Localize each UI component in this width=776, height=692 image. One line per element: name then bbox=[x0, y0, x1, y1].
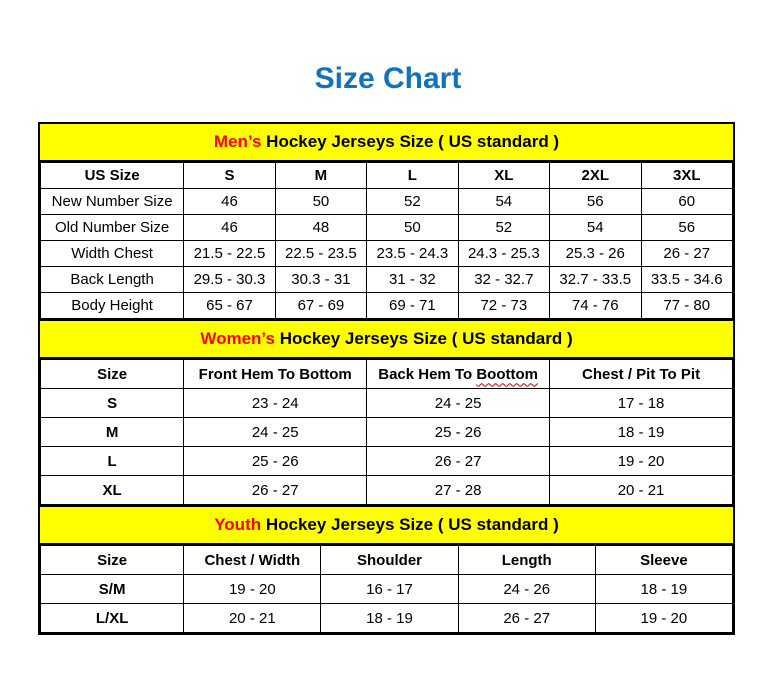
column-header: Shoulder bbox=[321, 546, 458, 575]
mens-table-banner bbox=[40, 124, 733, 162]
banner-title-text: Hockey Jerseys Size ( US standard ) bbox=[261, 132, 560, 151]
value-cell: 32.7 - 33.5 bbox=[550, 267, 641, 293]
value-cell: 30.3 - 31 bbox=[275, 267, 366, 293]
table-row bbox=[41, 575, 733, 604]
value-cell: 19 - 20 bbox=[184, 575, 321, 604]
value-cell: 48 bbox=[275, 215, 366, 241]
value-cell: 46 bbox=[184, 189, 275, 215]
value-cell: 60 bbox=[641, 189, 733, 215]
banner-title-text: Hockey Jerseys Size ( US standard ) bbox=[261, 515, 559, 534]
value-cell: 17 - 18 bbox=[550, 389, 733, 418]
value-cell: 67 - 69 bbox=[275, 293, 366, 319]
value-cell: 32 - 32.7 bbox=[458, 267, 549, 293]
table-row bbox=[41, 447, 733, 476]
value-cell: 50 bbox=[367, 215, 458, 241]
row-label-cell: Back Length bbox=[41, 267, 184, 293]
value-cell: 65 - 67 bbox=[184, 293, 275, 319]
value-cell: 24 - 25 bbox=[367, 389, 550, 418]
row-label-cell: S/M bbox=[41, 575, 184, 604]
table-row bbox=[41, 241, 733, 267]
banner-highlight-text: Women’s bbox=[200, 329, 275, 348]
value-cell: 50 bbox=[275, 189, 366, 215]
header-row bbox=[41, 163, 733, 189]
row-label-cell: S bbox=[41, 389, 184, 418]
value-cell: 18 - 19 bbox=[550, 418, 733, 447]
row-label-cell: New Number Size bbox=[41, 189, 184, 215]
row-label-cell: Old Number Size bbox=[41, 215, 184, 241]
column-header: M bbox=[275, 163, 366, 189]
value-cell: 25 - 26 bbox=[184, 447, 367, 476]
row-label-cell: M bbox=[41, 418, 184, 447]
value-cell: 56 bbox=[550, 189, 641, 215]
mens-table-body bbox=[41, 189, 733, 319]
column-header: 2XL bbox=[550, 163, 641, 189]
youth-table-head bbox=[41, 546, 733, 575]
mens-size-section bbox=[40, 124, 733, 319]
table-row bbox=[41, 267, 733, 293]
womens-table-banner bbox=[40, 319, 733, 359]
row-label-cell: XL bbox=[41, 476, 184, 505]
value-cell: 72 - 73 bbox=[458, 293, 549, 319]
womens-size-section bbox=[40, 319, 733, 505]
table-row bbox=[41, 293, 733, 319]
value-cell: 19 - 20 bbox=[595, 604, 732, 633]
value-cell: 26 - 27 bbox=[458, 604, 595, 633]
value-cell: 24 - 25 bbox=[184, 418, 367, 447]
header-row bbox=[41, 546, 733, 575]
column-header: Front Hem To Bottom bbox=[184, 360, 367, 389]
banner-highlight-text: Youth bbox=[214, 515, 262, 534]
value-cell: 29.5 - 30.3 bbox=[184, 267, 275, 293]
value-cell: 16 - 17 bbox=[321, 575, 458, 604]
row-label-cell: Width Chest bbox=[41, 241, 184, 267]
value-cell: 54 bbox=[458, 189, 549, 215]
row-label-cell: Body Height bbox=[41, 293, 184, 319]
banner-title-text: Hockey Jerseys Size ( US standard ) bbox=[274, 329, 573, 348]
misspelled-word: Boottom bbox=[476, 365, 538, 383]
value-cell: 74 - 76 bbox=[550, 293, 641, 319]
column-header: L bbox=[367, 163, 458, 189]
table-row bbox=[41, 476, 733, 505]
table-row bbox=[41, 418, 733, 447]
table-row bbox=[41, 189, 733, 215]
table-row bbox=[41, 604, 733, 633]
value-cell: 27 - 28 bbox=[367, 476, 550, 505]
value-cell: 77 - 80 bbox=[641, 293, 733, 319]
value-cell: 26 - 27 bbox=[184, 476, 367, 505]
youth-size-section bbox=[40, 505, 733, 633]
column-header bbox=[367, 360, 550, 389]
value-cell: 23.5 - 24.3 bbox=[367, 241, 458, 267]
value-cell: 31 - 32 bbox=[367, 267, 458, 293]
row-label-cell: L bbox=[41, 447, 184, 476]
value-cell: 46 bbox=[184, 215, 275, 241]
value-cell: 26 - 27 bbox=[367, 447, 550, 476]
youth-table-banner bbox=[40, 505, 733, 545]
mens-table-head bbox=[41, 163, 733, 189]
column-header: US Size bbox=[41, 163, 184, 189]
value-cell: 69 - 71 bbox=[367, 293, 458, 319]
value-cell: 23 - 24 bbox=[184, 389, 367, 418]
table-row bbox=[41, 215, 733, 241]
page-title: Size Chart bbox=[314, 62, 462, 95]
value-cell: 24.3 - 25.3 bbox=[458, 241, 549, 267]
column-header: Length bbox=[458, 546, 595, 575]
youth-table bbox=[40, 545, 733, 633]
banner-highlight-text: Men’s bbox=[213, 132, 262, 151]
mens-table bbox=[40, 162, 733, 319]
value-cell: 52 bbox=[367, 189, 458, 215]
value-cell: 24 - 26 bbox=[458, 575, 595, 604]
value-cell: 18 - 19 bbox=[595, 575, 732, 604]
value-cell: 19 - 20 bbox=[550, 447, 733, 476]
value-cell: 26 - 27 bbox=[641, 241, 733, 267]
value-cell: 54 bbox=[550, 215, 641, 241]
column-header: Size bbox=[41, 360, 184, 389]
column-header: Chest / Width bbox=[184, 546, 321, 575]
womens-table bbox=[40, 359, 733, 505]
column-header: 3XL bbox=[641, 163, 733, 189]
header-row bbox=[41, 360, 733, 389]
womens-table-head bbox=[41, 360, 733, 389]
value-cell: 20 - 21 bbox=[184, 604, 321, 633]
column-header-text: Back Hem To bbox=[378, 365, 477, 383]
value-cell: 18 - 19 bbox=[321, 604, 458, 633]
size-chart bbox=[38, 122, 735, 635]
table-row bbox=[41, 389, 733, 418]
value-cell: 21.5 - 22.5 bbox=[184, 241, 275, 267]
column-header: Size bbox=[41, 546, 184, 575]
row-label-cell: L/XL bbox=[41, 604, 184, 633]
column-header: Chest / Pit To Pit bbox=[550, 360, 733, 389]
value-cell: 25.3 - 26 bbox=[550, 241, 641, 267]
value-cell: 56 bbox=[641, 215, 733, 241]
column-header: XL bbox=[458, 163, 549, 189]
value-cell: 20 - 21 bbox=[550, 476, 733, 505]
value-cell: 25 - 26 bbox=[367, 418, 550, 447]
womens-table-body bbox=[41, 389, 733, 505]
youth-table-body bbox=[41, 575, 733, 633]
value-cell: 33.5 - 34.6 bbox=[641, 267, 733, 293]
value-cell: 22.5 - 23.5 bbox=[275, 241, 366, 267]
value-cell: 52 bbox=[458, 215, 549, 241]
column-header: Sleeve bbox=[595, 546, 732, 575]
column-header: S bbox=[184, 163, 275, 189]
